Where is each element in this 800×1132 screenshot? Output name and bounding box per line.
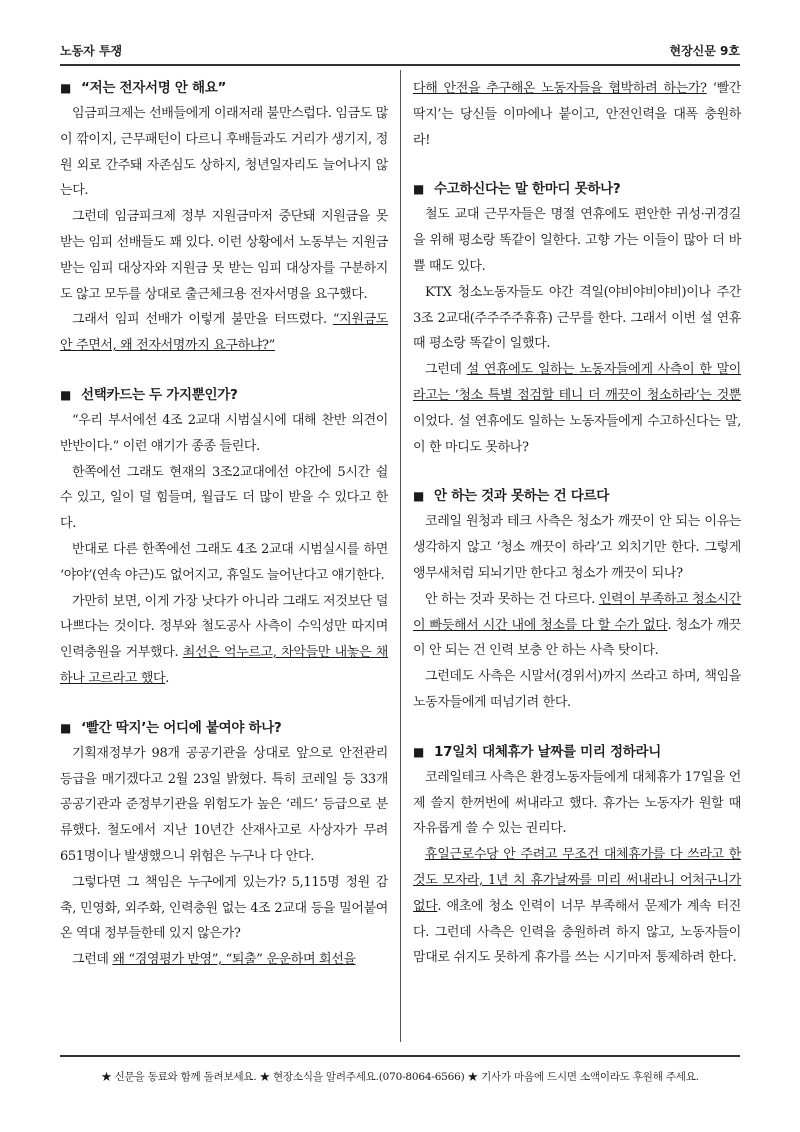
- article-heading: [60, 383, 388, 407]
- underlined-text: 다해 안전을 추구해온 노동자들을 협박하려 하는가?: [413, 81, 707, 96]
- underlined-quote: “지원금도 안 주면서, 왜 전자서명까지 요구하냐?”: [60, 312, 388, 354]
- issue-label: 현장신문 9호: [669, 44, 740, 58]
- text-span: .: [165, 670, 170, 686]
- section-label: 노동자 투쟁: [60, 44, 123, 58]
- text-span: 가만히 보면, 이게 가장 낫다가 아니라 그래도 저것보단 덜 나쁘다는 것이다. 정부와 철도공사 사측이 수익성만 따지며 인력충원을 거부했다.: [60, 593, 388, 661]
- heading-text: 선택카드는 두 가지뿐인가?: [81, 386, 238, 403]
- paragraph: 임금피크제는 선배들에게 이래저래 불만스럽다. 임금도 많이 깎이지, 근무패턴이 다르니 후배들과도 거리가 생기지, 정원 외로 간주돼 자존심도 상하지, 청년일자리도 늘어나지 않는다.: [60, 106, 388, 199]
- paragraph: [413, 357, 741, 460]
- heading-text: 17일치 대체휴가 날짜를 미리 정하라니: [434, 743, 661, 760]
- text-span: ‘빨간 딱지’는 당신들 이마에나 붙이고, 안전인력을 대폭 충원하라!: [413, 81, 742, 148]
- square-bullet-icon: ■: [60, 387, 72, 402]
- footer-notice: ★ 신문을 동료와 함께 돌려보세요. ★ 현장소식을 알려주세요.(070-8064-6566) ★ 기사가 마음에 드시면 소액이라도 후원해 주세요.: [101, 1071, 699, 1083]
- underlined-text: 최선은 억누르고, 차악들만 내놓은 채 하나 고르라고 했다: [60, 645, 388, 686]
- square-bullet-icon: ■: [413, 744, 425, 759]
- text-span: 안 하는 것과 못하는 건 다르다.: [425, 591, 599, 607]
- page-header: [60, 42, 740, 66]
- footer-rule: [60, 1055, 740, 1057]
- underlined-text: 인력이 부족하고 청소시간이 빠듯해서 시간 내에 청소를 다 할 수가 없다: [413, 591, 741, 633]
- article-heading: [413, 740, 741, 764]
- paragraph: 반대로 다른 한쪽에선 그래도 4조 2교대 시범실시를 하면 ‘야야’(연속 야근)도 없어지고, 휴일도 늘어난다고 얘기한다.: [60, 541, 388, 583]
- paragraph: 그렇다면 그 책임은 누구에게 있는가? 5,115명 정원 감축, 민영화, 외주화, 인력충원 없는 4조 2교대 등을 밀어붙여온 역대 정부들한테 있지 않은가?: [60, 874, 388, 942]
- paragraph: [413, 76, 741, 153]
- paragraph: KTX 청소노동자들도 야간 격일(야비야비야비)이나 주간 3조 2교대(주주주주휴휴) 근무를 한다. 그래서 이번 설 연휴 때 평소랑 똑같이 일했다.: [413, 284, 741, 352]
- paragraph: 그런데 임금피크제 정부 지원금마저 중단돼 지원금을 못 받는 임피 선배들도 꽤 있다. 이런 상황에서 노동부는 지원금 받는 임피 대상자와 지원금 못 받는 임피 대상자를 구분하지도 않고 모두를 상대로 출근체크용 전자서명을 요구했다.: [60, 209, 388, 302]
- square-bullet-icon: ■: [60, 81, 72, 95]
- article-heading: [413, 177, 741, 201]
- underlined-text: 왜 “경영평가 반영”, “퇴출” 운운하며 회선을: [112, 952, 356, 968]
- article-heading: [60, 716, 388, 740]
- paragraph: [413, 587, 741, 664]
- square-bullet-icon: ■: [413, 182, 425, 197]
- text-span: . 청소가 깨끗이 안 되는 건 인력 보충 안 하는 사측 탓이다.: [413, 617, 741, 659]
- paragraph: 한쪽에선 그래도 현재의 3조2교대에선 야간에 5시간 쉴 수 있고, 일이 덜 힘들며, 월급도 더 많이 받을 수 있다고 한다.: [60, 464, 388, 532]
- paragraph: 기획재정부가 98개 공공기관을 상대로 앞으로 안전관리 등급을 매기겠다고 2월 23일 밝혔다. 특히 코레일 등 33개 공공기관과 준정부기관을 위험도가 높은 ‘레드’ 등급으로 분류했다. 철도에서 지난 10년간 산재사고로 사상자가 무려 651명이나 발생했으니 위험은 누구나 다 안다.: [60, 745, 388, 864]
- heading-text: ‘빨간 딱지’는 어디에 붙여야 하나?: [81, 719, 282, 736]
- left-column: [60, 76, 388, 973]
- square-bullet-icon: ■: [413, 489, 425, 504]
- square-bullet-icon: ■: [60, 720, 72, 735]
- text-span: 그런데: [425, 362, 467, 378]
- paragraph: [60, 947, 388, 973]
- right-column: [413, 76, 741, 971]
- underlined-text: 설 연휴에도 일하는 노동자들에게 사측이 한 말이라고는 ‘청소 특별 점검할 테니 더 깨끗이 청소하라’는 것뿐: [413, 362, 741, 403]
- heading-text: “저는 전자서명 안 해요”: [81, 80, 227, 96]
- paragraph: 코레일테크 사측은 환경노동자들에게 대체휴가 17일을 언제 쓸지 한꺼번에 써내라고 했다. 휴가는 노동자가 원할 때 자유롭게 쓸 수 있는 권리다.: [413, 769, 741, 837]
- paragraph: “우리 부서에선 4조 2교대 시범실시에 대해 찬반 의견이 반반이다.” 이런 얘기가 종종 들린다.: [60, 412, 388, 454]
- underlined-text: 휴일근로수당 안 주려고 무조건 대체휴가를 다 쓰라고 한 것도 모자라, 1년 치 휴가날짜를 미리 써내라니 어처구니가 없다: [413, 847, 741, 914]
- paragraph: 그런데도 사측은 시말서(경위서)까지 쓰라고 하며, 책임을 노동자들에게 떠넘기려 한다.: [413, 669, 741, 710]
- heading-text: 수고하신다는 말 한마디 못하나?: [434, 181, 621, 198]
- heading-text: 안 하는 것과 못하는 건 다르다: [434, 488, 609, 505]
- paragraph: [413, 842, 741, 971]
- paragraph: [60, 307, 388, 359]
- article-heading: [413, 484, 741, 508]
- paragraph: 철도 교대 근무자들은 명절 연휴에도 편안한 귀성·귀경길을 위해 평소랑 똑같이 일한다. 고향 가는 이들이 많아 더 바쁠 때도 있다.: [413, 207, 741, 274]
- article-heading: [60, 76, 388, 100]
- text-span: . 애초에 청소 인력이 너무 부족해서 문제가 계속 터진다. 그런데 사측은 인력을 충원하려 하지 않고, 노동자들이 맘대로 쉬지도 못하게 휴가를 쓰는 시기마저 통제하려 한다.: [413, 898, 741, 966]
- column-divider: [400, 70, 401, 1042]
- paragraph: [60, 589, 388, 692]
- text-span: 그래서 임피 선배가 이렇게 불만을 터뜨렸다.: [72, 312, 333, 328]
- paragraph: 코레일 원청과 테크 사측은 청소가 깨끗이 안 되는 이유는 생각하지 않고 ‘청소 깨끗이 하라’고 외치기만 한다. 그렇게 앵무새처럼 되뇌기만 한다고 청소가 깨끗이 되나?: [413, 514, 741, 581]
- text-span: 이었다. 설 연휴에도 일하는 노동자들에게 수고하신다는 말, 이 한 마디도 못하나?: [413, 413, 741, 455]
- text-span: 그런데: [72, 952, 113, 968]
